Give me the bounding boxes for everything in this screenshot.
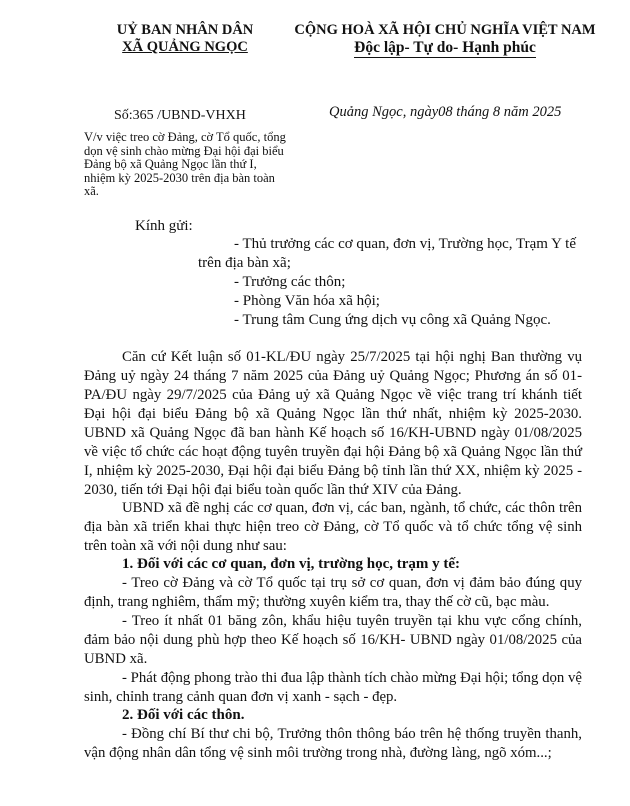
section-1-item-2: - Treo ít nhất 01 băng zôn, khẩu hiệu tuyên truyền tại khu vực cổng chính, đảm bảo nội dung phù hợp theo Kế hoạch số 16/KH- UBND ngày 01/08/2025 của UBND xã. [84,613,582,667]
recipient-1: - Thủ trưởng các cơ quan, đơn vị, Trường học, Trạm Y tế [234,236,576,252]
document-subject: V/v việc treo cờ Đảng, cờ Tổ quốc, tổng dọn vệ sinh chào mừng Đại hội đại biểu Đảng bộ xã Quảng Ngọc lần thứ I, nhiệm kỳ 2025-2030 trên địa bàn toàn xã. [84,130,286,198]
issue-date: Quảng Ngọc, ngày08 tháng 8 năm 2025 [329,104,562,120]
issuing-agency [100,22,270,56]
section-1-item-1: - Treo cờ Đảng và cờ Tổ quốc tại trụ sở cơ quan, đơn vị đảm bảo đúng quy định, trang nghiêm, thẩm mỹ; thường xuyên kiểm tra, thay thế cờ cũ, bạc màu. [84,575,582,610]
national-header [283,22,607,56]
agency-line-1: UỶ BAN NHÂN DÂN [116,22,254,38]
basis-paragraph: Căn cứ Kết luận số 01-KL/ĐU ngày 25/7/2025 tại hội nghị Ban thường vụ Đảng uỷ ngày 24 tháng 7 năm 2025 của Đảng uỷ Quảng Ngọc; Phương án số 01-PA/ĐU ngày 29/7/2025 của Đảng uỷ xã Quảng Ngọc về việc trang trí khánh tiết Đại hội đại biểu Đảng bộ xã Quảng Ngọc lần thứ nhất, nhiệm kỳ 2025-2030. UBND xã Quảng Ngọc đã ban hành Kế hoạch số 16/KH-UBND ngày 01/08/2025 về việc tổ chức các hoạt động tuyên truyền đại hội Đảng bộ xã Quảng Ngọc lần thứ I, nhiệm kỳ 2025-2030, Đại hội đại biểu Đảng bộ tỉnh lần thứ XX, nhiệm kỳ 2025 - 2030, tiến tới Đại hội đại biểu toàn quốc lần thứ XIV của Đảng. [84,349,582,498]
agency-line-2: XÃ QUẢNG NGỌC [122,39,248,55]
nation-title: CỘNG HOÀ XÃ HỘI CHỦ NGHĨA VIỆT NAM [294,22,596,38]
request-paragraph: UBND xã đề nghị các cơ quan, đơn vị, các ban, ngành, tổ chức, các thôn trên địa bàn xã triển khai thực hiện treo cờ Đảng, cờ Tổ quốc và tổ chức tổng vệ sinh trên toàn xã với nội dung như sau: [84,500,582,554]
document-number: Số:365 /UBND-VHXH [114,108,246,123]
section-2-title: 2. Đối với các thôn. [122,707,245,723]
section-1-title: 1. Đối với các cơ quan, đơn vị, trường học, trạm y tế: [122,556,461,572]
recipient-3: - Phòng Văn hóa xã hội; [234,293,380,309]
recipient-2: - Trưởng các thôn; [234,274,346,290]
recipient-4: - Trung tâm Cung ứng dịch vụ công xã Quảng Ngọc. [234,312,551,328]
section-2-item-1: - Đồng chí Bí thư chi bộ, Trưởng thôn thông báo trên hệ thống truyền thanh, vận động nhân dân tổng vệ sinh môi trường trong nhà, đường làng, ngõ xóm...; [84,726,582,761]
greeting: Kính gửi: [135,218,193,234]
recipient-1-cont: trên địa bàn xã; [198,255,291,271]
national-motto: Độc lập- Tự do- Hạnh phúc [354,39,536,56]
section-1-item-3: - Phát động phong trào thi đua lập thành tích chào mừng Đại hội; tổng dọn vệ sinh, chỉnh trang cảnh quan đơn vị xanh - sạch - đẹp. [84,670,582,705]
